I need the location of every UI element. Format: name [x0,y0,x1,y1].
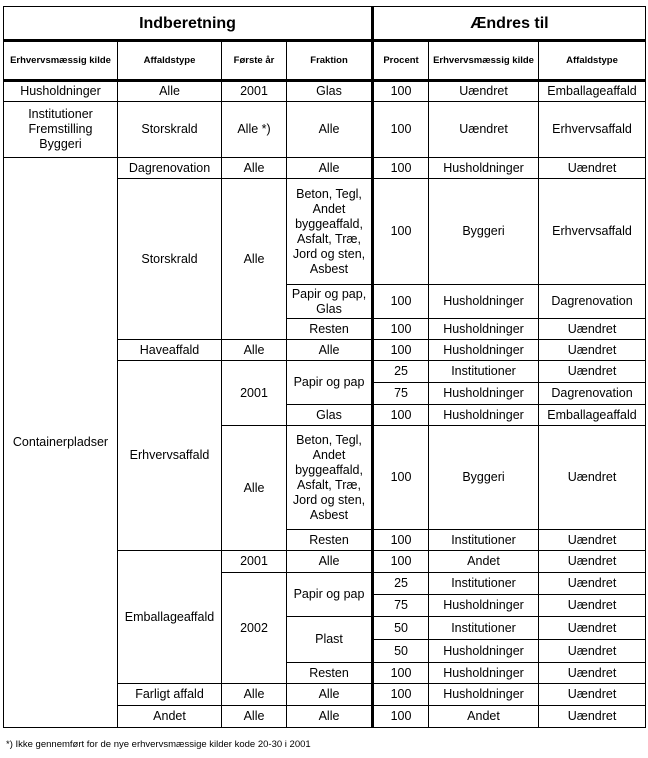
cell: Glas [287,405,373,426]
cell: Uændret [539,573,646,595]
cell: Farligt affald [118,684,222,706]
group-header-indberetning: Indberetning [4,7,373,41]
cell: Byggeri [429,426,539,530]
cell: Husholdninger [4,81,118,102]
cell: Emballageaffald [539,81,646,102]
cell: Erhvervsaffald [118,361,222,551]
cell: Beton, Tegl, Andet byggeaffald, Asfalt, Træ, Jord og sten, Asbest [287,179,373,285]
cell: Alle [287,102,373,158]
cell: Erhvervsaffald [539,179,646,285]
cell: Storskrald [118,102,222,158]
cell: Uændret [539,706,646,728]
cell: 2001 [222,361,287,426]
cell: 100 [373,426,429,530]
col-header-ny-affaldstype: Affaldstype [539,41,646,81]
cell: Husholdninger [429,595,539,617]
cell: Dagrenovation [539,383,646,405]
cell: Resten [287,530,373,551]
cell: 75 [373,383,429,405]
cell: Emballageaffald [539,405,646,426]
cell: Alle [222,340,287,361]
cell: Uændret [539,361,646,383]
cell: Resten [287,319,373,340]
cell: Uændret [539,617,646,640]
group-header-aendres-til: Ændres til [373,7,646,41]
col-header-fraktion: Fraktion [287,41,373,81]
cell: Andet [118,706,222,728]
cell: Resten [287,663,373,684]
cell: 100 [373,179,429,285]
footnote: *) Ikke gennemført for de nye erhvervsmæssige kilder kode 20-30 i 2001 [6,739,311,750]
col-header-affaldstype: Affaldstype [118,41,222,81]
cell: Uændret [429,102,539,158]
cell: Dagrenovation [539,285,646,319]
cell: Institutioner Fremstilling Byggeri [4,102,118,158]
cell: 25 [373,361,429,383]
cell: Uændret [539,319,646,340]
cell: Uændret [539,595,646,617]
table-row [4,81,646,102]
cell: 100 [373,158,429,179]
cell: Byggeri [429,179,539,285]
waste-reclassification-table [3,6,646,728]
cell: Uændret [539,684,646,706]
cell: 100 [373,81,429,102]
cell: Alle [287,684,373,706]
cell: Husholdninger [429,663,539,684]
cell: Uændret [539,640,646,663]
table-row [4,102,646,158]
cell: 2001 [222,551,287,573]
cell: Plast [287,617,373,663]
cell: Containerpladser [4,158,118,728]
cell: 2002 [222,573,287,684]
cell: Alle *) [222,102,287,158]
cell: 100 [373,706,429,728]
cell: Husholdninger [429,158,539,179]
waste-reclassification-table-wrap [3,6,645,728]
cell: Husholdninger [429,319,539,340]
col-header-kilde: Erhvervsmæssig kilde [4,41,118,81]
cell: Uændret [429,81,539,102]
cell: 100 [373,102,429,158]
col-header-procent: Procent [373,41,429,81]
cell: Alle [222,179,287,340]
cell: 100 [373,551,429,573]
cell: Alle [118,81,222,102]
cell: Andet [429,551,539,573]
cell: Uændret [539,663,646,684]
cell: Haveaffald [118,340,222,361]
cell: Institutioner [429,617,539,640]
cell: 100 [373,684,429,706]
cell: Alle [222,158,287,179]
cell: Papir og pap, Glas [287,285,373,319]
cell: Husholdninger [429,640,539,663]
cell: Uændret [539,426,646,530]
table-row [4,158,646,179]
cell: 50 [373,617,429,640]
cell: Husholdninger [429,684,539,706]
cell: Beton, Tegl, Andet byggeaffald, Asfalt, Træ, Jord og sten, Asbest [287,426,373,530]
cell: Husholdninger [429,285,539,319]
cell: 100 [373,285,429,319]
cell: Alle [287,706,373,728]
cell: Erhvervsaffald [539,102,646,158]
cell: 100 [373,405,429,426]
cell: Papir og pap [287,361,373,405]
cell: Glas [287,81,373,102]
cell: Institutioner [429,361,539,383]
cell: Alle [287,551,373,573]
cell: Alle [222,684,287,706]
cell: Dagrenovation [118,158,222,179]
cell: Alle [222,426,287,551]
cell: Husholdninger [429,383,539,405]
cell: 100 [373,530,429,551]
cell: Emballageaffald [118,551,222,684]
cell: Storskrald [118,179,222,340]
cell: Alle [287,158,373,179]
cell: Papir og pap [287,573,373,617]
cell: Institutioner [429,530,539,551]
cell: 100 [373,340,429,361]
cell: Alle [222,706,287,728]
cell: Uændret [539,340,646,361]
col-header-ny-kilde: Erhvervsmæssig kilde [429,41,539,81]
cell: Andet [429,706,539,728]
cell: 75 [373,595,429,617]
col-header-foerste-aar: Første år [222,41,287,81]
cell: 100 [373,319,429,340]
cell: Alle [287,340,373,361]
cell: 50 [373,640,429,663]
cell: 25 [373,573,429,595]
cell: Uændret [539,551,646,573]
cell: Institutioner [429,573,539,595]
cell: Husholdninger [429,340,539,361]
cell: Uændret [539,158,646,179]
cell: 100 [373,663,429,684]
cell: Uændret [539,530,646,551]
cell: 2001 [222,81,287,102]
cell: Husholdninger [429,405,539,426]
